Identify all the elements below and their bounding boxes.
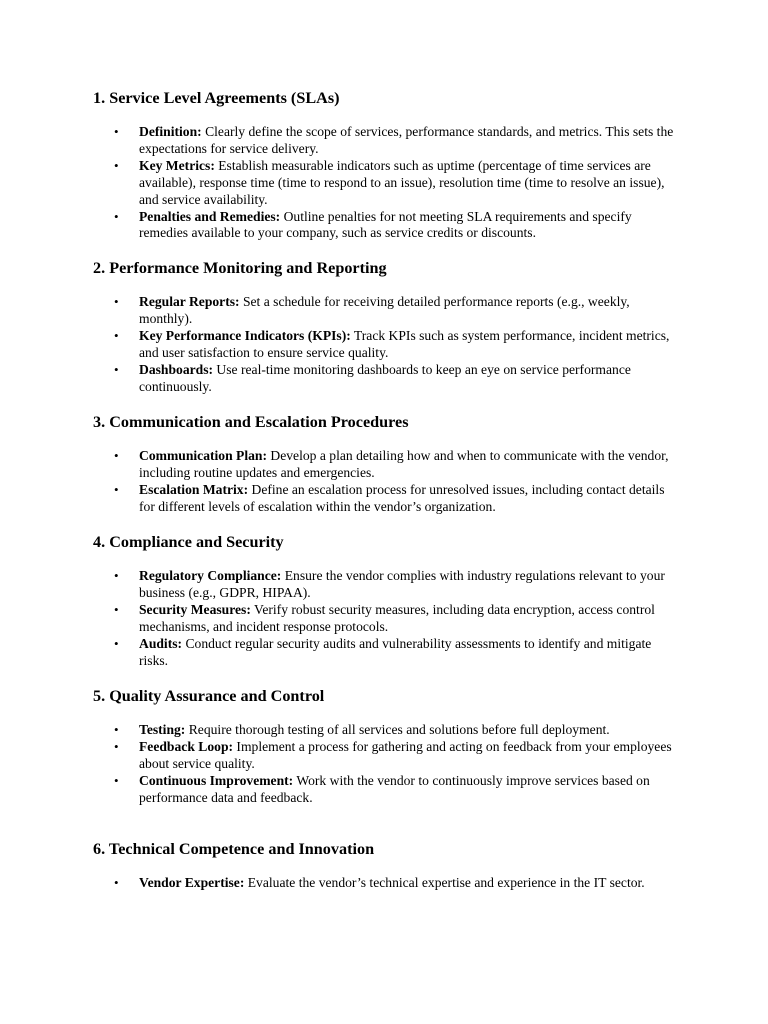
item-text: Outline penalties for not meeting SLA requirements and specify remedies available to your company, such as service credits or discounts. <box>139 208 632 241</box>
section-communication-escalation <box>93 412 683 514</box>
bullet-list <box>93 294 683 395</box>
item-term: Vendor Expertise: <box>139 875 245 890</box>
section-slas <box>93 88 683 241</box>
bullet-icon: • <box>114 875 119 890</box>
list-item <box>93 209 683 243</box>
item-text: Define an escalation process for unresolved issues, including contact details for different levels of escalation within the vendor’s organization. <box>139 481 665 514</box>
item-term: Audits: <box>139 635 183 651</box>
bullet-icon: • <box>114 481 119 497</box>
bullet-icon: • <box>114 208 119 224</box>
item-term: Security Measures: <box>139 601 251 617</box>
bullet-list <box>93 722 683 807</box>
item-text: Set a schedule for receiving detailed performance reports (e.g., weekly, monthly). <box>139 294 630 326</box>
item-text: Implement a process for gathering and acting on feedback from your employees about service quality. <box>139 738 672 771</box>
bullet-icon: • <box>114 124 119 139</box>
list-item <box>93 739 683 773</box>
bullet-list <box>93 448 683 516</box>
bullet-list <box>93 568 683 669</box>
section-heading: 4. Compliance and Security <box>93 533 284 551</box>
bullet-icon: • <box>114 327 119 343</box>
item-term: Feedback Loop: <box>139 738 234 754</box>
item-text: Develop a plan detailing how and when to communicate with the vendor, including routine updates and emergencies. <box>139 448 669 480</box>
item-term: Key Performance Indicators (KPIs): <box>139 327 351 343</box>
bullet-icon: • <box>114 157 119 173</box>
item-text: Ensure the vendor complies with industry regulations relevant to your business (e.g., GDPR, HIPAA). <box>139 568 665 600</box>
list-item <box>93 448 683 482</box>
section-performance-monitoring <box>93 258 683 394</box>
section-heading: 1. Service Level Agreements (SLAs) <box>93 89 340 107</box>
bullet-icon: • <box>114 294 119 309</box>
bullet-icon: • <box>114 601 119 617</box>
list-item <box>93 875 683 892</box>
section-technical-competence <box>93 839 683 890</box>
bullet-list <box>93 124 683 242</box>
section-compliance-security <box>93 532 683 668</box>
item-text: Require thorough testing of all services and solutions before full deployment. <box>185 722 610 737</box>
item-term: Testing: <box>139 722 186 737</box>
list-item <box>93 482 683 516</box>
list-item <box>93 362 683 396</box>
item-text: Verify robust security measures, including data encryption, access control mechanisms, and incident response protocols. <box>139 601 655 634</box>
section-heading: 2. Performance Monitoring and Reporting <box>93 259 387 277</box>
bullet-icon: • <box>114 772 119 788</box>
bullet-icon: • <box>114 722 119 737</box>
bullet-list <box>93 875 683 892</box>
list-item <box>93 158 683 209</box>
bullet-icon: • <box>114 738 119 754</box>
item-term: Definition: <box>139 124 202 139</box>
item-text: Establish measurable indicators such as uptime (percentage of time services are available), response time (time to respond to an issue), resolution time (time to resolve an issue), and service availability. <box>139 157 665 207</box>
section-heading: 5. Quality Assurance and Control <box>93 687 325 705</box>
item-term: Dashboards: <box>139 361 214 377</box>
list-item <box>93 568 683 602</box>
item-term: Continuous Improvement: <box>139 772 294 788</box>
item-text: Clearly define the scope of services, performance standards, and metrics. This sets the expectations for service delivery. <box>139 124 674 156</box>
item-term: Penalties and Remedies: <box>139 208 281 224</box>
list-item <box>93 328 683 362</box>
item-text: Evaluate the vendor’s technical expertise and experience in the IT sector. <box>244 875 645 890</box>
list-item <box>93 636 683 670</box>
bullet-icon: • <box>114 568 119 583</box>
item-term: Communication Plan: <box>139 448 268 463</box>
list-item <box>93 602 683 636</box>
item-term: Key Metrics: <box>139 157 215 173</box>
section-heading: 6. Technical Competence and Innovation <box>93 840 375 858</box>
item-text: Work with the vendor to continuously improve services based on performance data and feedback. <box>139 772 650 805</box>
list-item <box>93 294 683 328</box>
bullet-icon: • <box>114 448 119 463</box>
list-item <box>93 773 683 807</box>
list-item <box>93 722 683 739</box>
item-text: Use real-time monitoring dashboards to keep an eye on service performance continuously. <box>139 361 631 394</box>
bullet-icon: • <box>114 361 119 377</box>
item-term: Regulatory Compliance: <box>139 568 282 583</box>
section-heading: 3. Communication and Escalation Procedures <box>93 413 409 431</box>
item-term: Escalation Matrix: <box>139 481 249 497</box>
item-text: Conduct regular security audits and vulnerability assessments to identify and mitigate risks. <box>139 635 652 668</box>
list-item <box>93 124 683 158</box>
bullet-icon: • <box>114 635 119 651</box>
item-term: Regular Reports: <box>139 294 240 309</box>
item-text: Track KPIs such as system performance, incident metrics, and user satisfaction to ensure service quality. <box>139 327 670 360</box>
section-quality-assurance <box>93 686 683 805</box>
